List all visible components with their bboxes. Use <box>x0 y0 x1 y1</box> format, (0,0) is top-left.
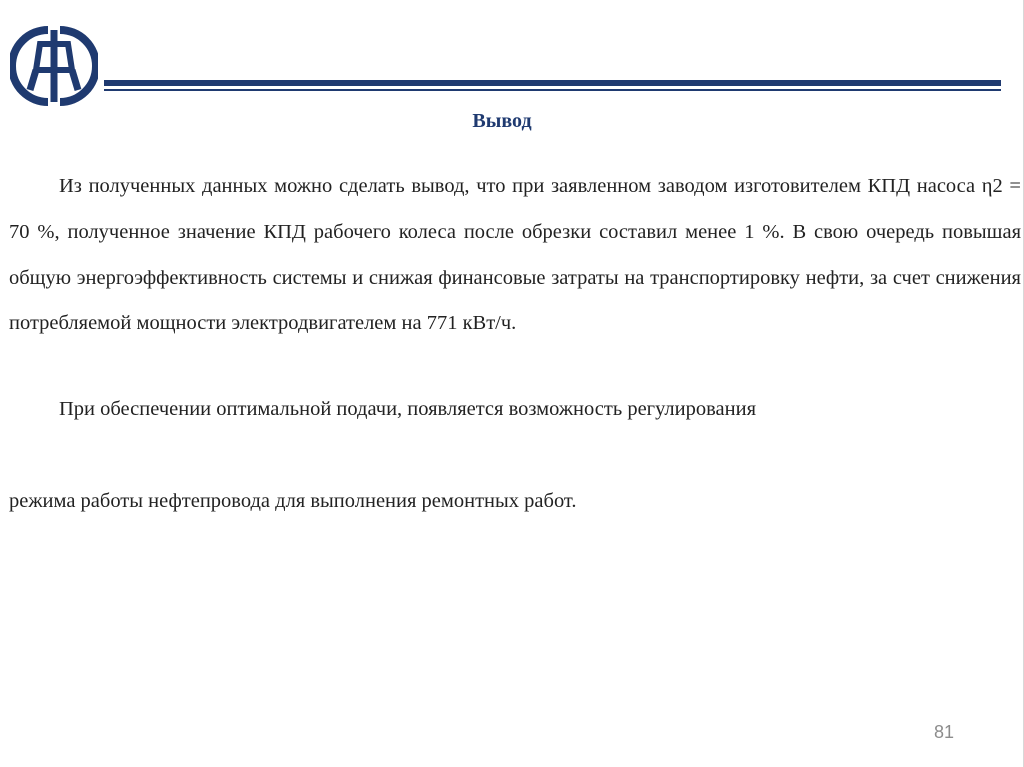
paragraph-regulation-line-1: При обеспечении оптимальной подачи, появляется возможность регулирования <box>59 397 757 420</box>
body-text <box>9 164 1021 524</box>
paragraph-regulation <box>9 341 1021 524</box>
header-rule-thin <box>104 89 1001 91</box>
slide-title: Вывод <box>472 110 532 132</box>
paragraph-regulation-line-2: режима работы нефтепровода для выполнения ремонтных работ. <box>9 489 577 512</box>
paragraph-conclusion: Из полученных данных можно сделать вывод, что при заявленном заводом изготовителем КПД насоса η2 = 70 %, полученное значение КПД рабочего колеса после обрезки составил менее 1 %. В свою очередь повышая общую энергоэффективность системы и снижая финансовые затраты на транспортировку нефти, за счет снижения потребляемой мощности электродвигателем на 771 кВт/ч. <box>9 175 1021 335</box>
header-rule-thick <box>104 80 1001 86</box>
company-logo-icon <box>10 24 98 108</box>
page-number: 81 <box>934 722 955 742</box>
